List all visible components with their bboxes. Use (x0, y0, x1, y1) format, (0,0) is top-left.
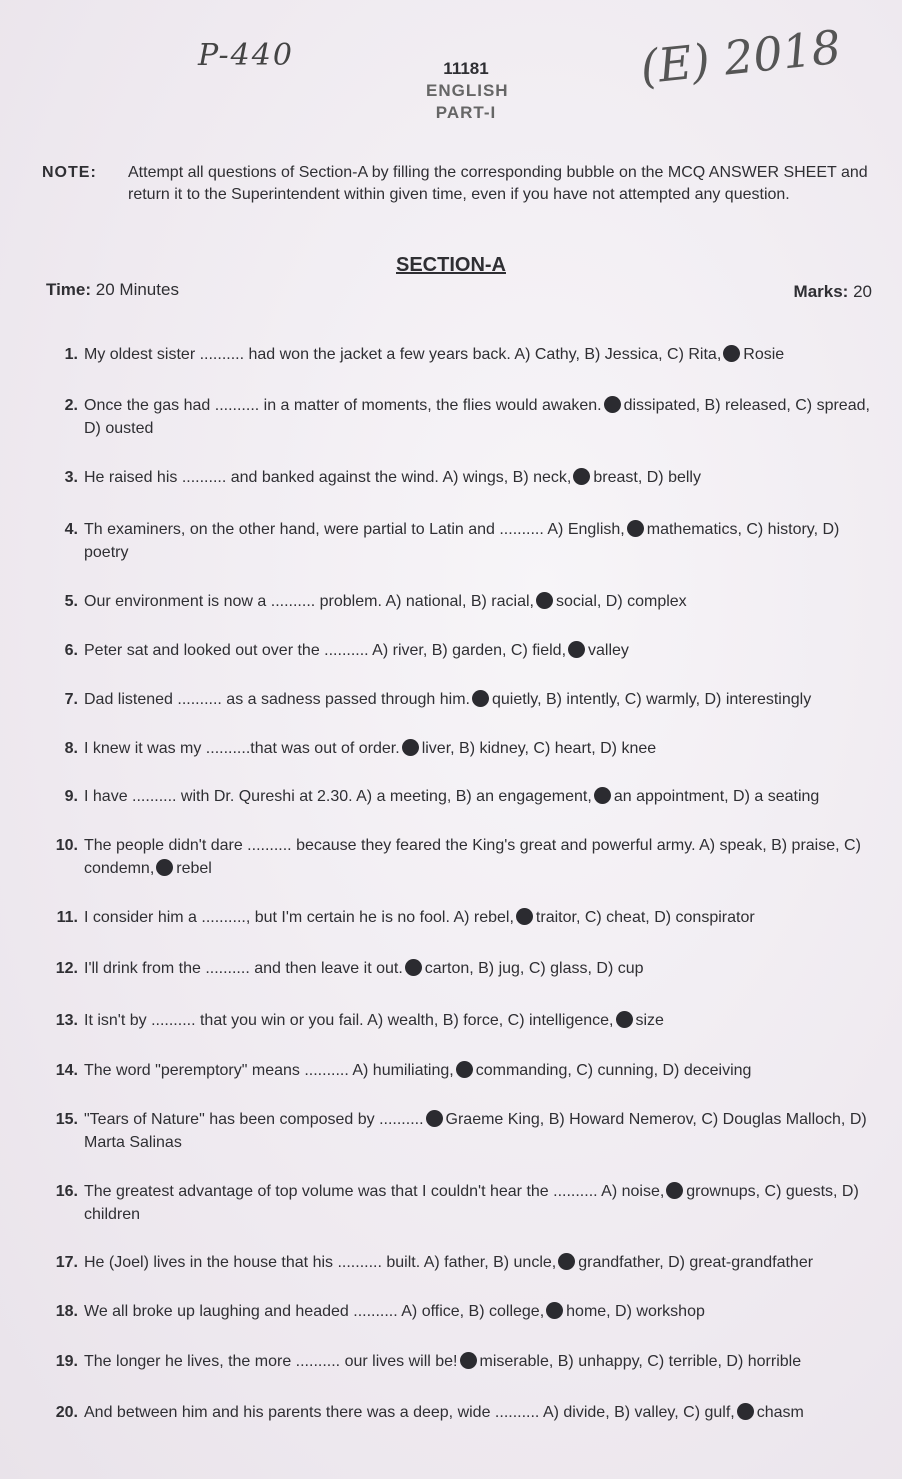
question-stem: The word "peremptory" means .......... A) humiliating, (84, 1062, 454, 1079)
note-text: Attempt all questions of Section-A by filling the corresponding bubble on the MCQ ANSWER SHEET and return it to the Superintendent within given time, even if you have not attempted any question. (128, 164, 868, 203)
paper-part: PART-I (435, 103, 497, 122)
question-stem: My oldest sister .......... had won the jacket a few years back. A) Cathy, B) Jessica, C) Rita, (84, 346, 722, 363)
question-number: 3. (64, 469, 78, 486)
filled-bubble-icon (426, 1110, 443, 1127)
question-number: 20. (55, 1404, 78, 1421)
question-text (84, 737, 884, 760)
filled-bubble-icon (546, 1302, 563, 1319)
marks-value: 20 (853, 282, 872, 301)
question-number: 11. (56, 909, 78, 926)
subject-name: ENGLISH (426, 81, 509, 100)
question-text (84, 957, 884, 980)
question-stem: "Tears of Nature" has been composed by .......... (84, 1111, 424, 1128)
question-options: breast, D) belly (593, 469, 701, 486)
question-text (84, 906, 884, 929)
question-options: an appointment, D) a seating (613, 788, 820, 805)
total-marks (794, 282, 872, 302)
question-options: liver, B) kidney, C) heart, D) knee (421, 740, 657, 757)
question-stem: Th examiners, on the other hand, were partial to Latin and .......... A) English, (84, 521, 625, 538)
question-number: 13. (55, 1012, 78, 1029)
handwritten-paper-number: P-440 (198, 38, 294, 73)
question-stem: I consider him a .........., but I'm certain he is no fool. A) rebel, (84, 909, 514, 926)
filled-bubble-icon (402, 739, 419, 756)
question-text (84, 1401, 884, 1424)
filled-bubble-icon (568, 641, 585, 658)
question-stem: We all broke up laughing and headed .......... A) office, B) college, (84, 1303, 545, 1320)
question-stem: I'll drink from the .......... and then leave it out. (84, 960, 403, 977)
question-text (84, 688, 884, 711)
question-stem: He (Joel) lives in the house that his .......... built. A) father, B) uncle, (84, 1254, 557, 1271)
filled-bubble-icon (558, 1253, 575, 1270)
question-text (84, 639, 884, 662)
time-value: 20 Minutes (95, 280, 179, 299)
question-text (84, 590, 884, 613)
filled-bubble-icon (516, 908, 533, 925)
question-number: 4. (64, 521, 78, 538)
question-number: 1. (64, 346, 78, 363)
question-text (84, 1009, 884, 1032)
question-text (84, 785, 884, 808)
question-number: 16. (55, 1183, 78, 1200)
question-number: 15. (55, 1111, 78, 1128)
question-options: chasm (756, 1404, 804, 1421)
question-stem: The people didn't dare .......... because they feared the King's great and powerful army. A) speak, B) praise, C) condemn, (84, 837, 861, 877)
question-options: social, D) complex (555, 593, 687, 610)
question-stem: The greatest advantage of top volume was that I couldn't hear the .......... A) noise, (84, 1183, 665, 1200)
filled-bubble-icon (616, 1011, 633, 1028)
question-options: rebel (176, 860, 212, 877)
question-number: 10. (55, 837, 78, 854)
question-stem: He raised his .......... and banked against the wind. A) wings, B) neck, (84, 469, 572, 486)
question-options: valley (588, 642, 629, 659)
question-stem: I have .......... with Dr. Qureshi at 2.30. A) a meeting, B) an engagement, (84, 788, 592, 805)
question-text (84, 518, 884, 564)
question-options: carton, B) jug, C) glass, D) cup (424, 960, 644, 977)
question-text (84, 1059, 884, 1082)
question-stem: I knew it was my ..........that was out of order. (84, 740, 400, 757)
question-number: 12. (55, 960, 78, 977)
question-number: 14. (55, 1062, 78, 1079)
question-options: traitor, C) cheat, D) conspirator (535, 909, 755, 926)
question-text (84, 394, 884, 440)
section-title: SECTION-A (396, 254, 506, 276)
question-options: Graeme King, B) Howard Nemerov, C) Douglas Malloch, D) Marta Salinas (84, 1111, 867, 1151)
question-number: 7. (64, 691, 78, 708)
filled-bubble-icon (723, 345, 740, 362)
filled-bubble-icon (456, 1061, 473, 1078)
question-stem: And between him and his parents there was a deep, wide .......... A) divide, B) valley, C) gulf, (84, 1404, 735, 1421)
question-options: miserable, B) unhappy, C) terrible, D) horrible (479, 1353, 802, 1370)
filled-bubble-icon (627, 520, 644, 537)
filled-bubble-icon (472, 690, 489, 707)
question-options: size (635, 1012, 664, 1029)
question-options: grownups, C) guests, D) children (84, 1183, 859, 1223)
question-options: grandfather, D) great-grandfather (578, 1254, 814, 1271)
paper-header (426, 58, 509, 124)
question-stem: The longer he lives, the more .......... our lives will be! (84, 1353, 458, 1370)
question-stem: Once the gas had .......... in a matter of moments, the flies would awaken. (84, 397, 602, 414)
marks-label: Marks: (793, 282, 849, 301)
question-text (84, 1251, 884, 1274)
question-number: 5. (64, 593, 78, 610)
filled-bubble-icon (405, 959, 422, 976)
filled-bubble-icon (737, 1403, 754, 1420)
question-stem: Our environment is now a .......... problem. A) national, B) racial, (84, 593, 534, 610)
handwritten-date: (E) 2018 (637, 19, 844, 95)
time-label: Time: (46, 280, 92, 299)
filled-bubble-icon (666, 1182, 683, 1199)
question-number: 9. (64, 788, 78, 805)
question-number: 17. (55, 1254, 78, 1271)
question-stem: It isn't by .......... that you win or you fail. A) wealth, B) force, C) intelligence, (84, 1012, 614, 1029)
note-label: NOTE: (42, 164, 97, 181)
question-number: 8. (64, 740, 78, 757)
question-text (84, 1180, 884, 1226)
question-text (84, 343, 884, 366)
question-text (84, 466, 884, 489)
filled-bubble-icon (156, 859, 173, 876)
filled-bubble-icon (604, 396, 621, 413)
question-number: 19. (55, 1353, 78, 1370)
question-number: 18. (55, 1303, 78, 1320)
question-stem: Peter sat and looked out over the .......... A) river, B) garden, C) field, (84, 642, 567, 659)
filled-bubble-icon (573, 468, 590, 485)
filled-bubble-icon (536, 592, 553, 609)
filled-bubble-icon (460, 1352, 477, 1369)
question-text (84, 1350, 884, 1373)
question-text (84, 834, 884, 880)
filled-bubble-icon (594, 787, 611, 804)
question-options: quietly, B) intently, C) warmly, D) interestingly (492, 691, 812, 708)
question-number: 2. (64, 397, 78, 414)
time-allowed (46, 280, 179, 300)
question-options: mathematics, C) history, D) poetry (84, 521, 840, 561)
question-options: Rosie (743, 346, 785, 363)
question-text (84, 1300, 884, 1323)
question-options: commanding, C) cunning, D) deceiving (475, 1062, 752, 1079)
question-number: 6. (64, 642, 78, 659)
question-options: dissipated, B) released, C) spread, D) ousted (84, 397, 870, 437)
paper-code: 11181 (443, 59, 489, 78)
question-stem: Dad listened .......... as a sadness passed through him. (84, 691, 470, 708)
question-options: home, D) workshop (566, 1303, 705, 1320)
question-text (84, 1108, 884, 1154)
